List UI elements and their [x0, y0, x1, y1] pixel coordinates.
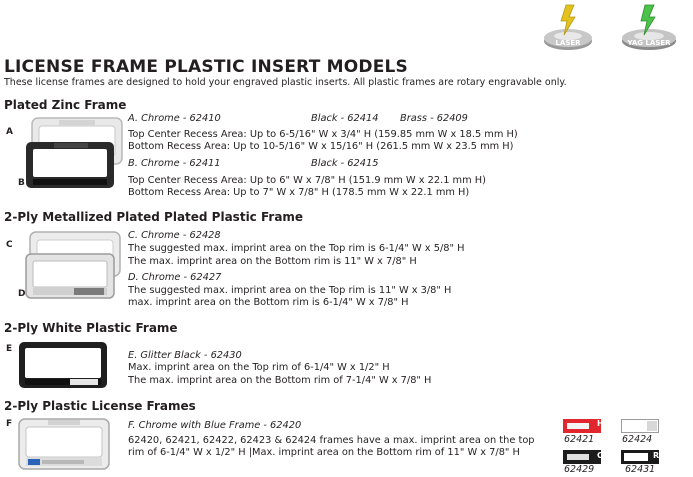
section-heading-plated-zinc: Plated Zinc Frame — [4, 98, 127, 112]
model-f-chrome-blue: F. Chrome with Blue Frame - 62420 — [128, 420, 302, 431]
swatch-62429-image — [563, 450, 601, 464]
intro-text: These license frames are designed to hold your engraved plastic inserts. All plastic frames are rotary engravable only. — [4, 77, 567, 88]
section-heading-plastic-license: 2-Ply Plastic License Frames — [4, 399, 196, 413]
model-e-glitter-black: E. Glitter Black - 62430 — [128, 350, 242, 361]
swatch-62431-tag: R — [653, 451, 660, 460]
swatch-62421-image — [563, 419, 601, 433]
model-b-spec-top: Top Center Recess Area: Up to 6" W x 7/8" H (151.9 mm W x 22.1 mm H) — [128, 175, 486, 186]
model-c-spec-top: The suggested max. imprint area on the Top rim is 6-1/4" W x 5/8" H — [128, 243, 465, 254]
model-c-spec-bottom: The max. imprint area on the Bottom rim is 11" W x 7/8" H — [128, 256, 417, 267]
swatch-62424-label: 62424 — [622, 434, 653, 445]
plastic-license-frame-image — [18, 418, 110, 470]
model-d-chrome: D. Chrome - 62427 — [128, 272, 222, 283]
frame-letter-b: B — [18, 178, 25, 188]
yag-laser-badge — [617, 3, 681, 53]
swatch-62429-label: 62429 — [564, 464, 595, 475]
section-heading-white-plastic: 2-Ply White Plastic Frame — [4, 321, 178, 335]
swatch-62429-tag: C — [597, 451, 603, 460]
model-e-spec-top: Max. imprint area on the Top rim of 6-1/4" W x 1/2" H — [128, 362, 390, 373]
swatch-62424-image — [621, 419, 659, 433]
swatch-62431-label: 62431 — [625, 464, 656, 475]
frame-letter-c: C — [6, 240, 13, 250]
plated-zinc-frame-image — [14, 116, 126, 192]
swatch-62421-label: 62421 — [564, 434, 595, 445]
model-d-spec-top: The suggested max. imprint area on the Top rim is 11" W x 3/8" H — [128, 285, 452, 296]
page-title: LICENSE FRAME PLASTIC INSERT MODELS — [4, 57, 408, 77]
swatch-62421-tag: H — [597, 419, 604, 428]
frame-letter-a: A — [6, 127, 13, 137]
model-c-chrome: C. Chrome - 62428 — [128, 230, 221, 241]
metallized-frame-image — [14, 230, 126, 302]
model-b-black: Black - 62415 — [311, 158, 379, 169]
frame-letter-e: E — [6, 344, 13, 354]
model-b-spec-bottom: Bottom Recess Area: Up to 7" W x 7/8" H (178.5 mm W x 22.1 mm H) — [128, 187, 470, 198]
yag-laser-badge-label: YAG LASER — [627, 39, 671, 47]
model-b-chrome: B. Chrome - 62411 — [128, 158, 221, 169]
model-e-spec-bottom: The max. imprint area on the Bottom rim of 7-1/4" W x 7/8" H — [128, 375, 432, 386]
white-plastic-frame-image — [18, 341, 108, 389]
laser-badge — [540, 3, 596, 53]
model-a-spec-top: Top Center Recess Area: Up to 6-5/16" W x 3/4" H (159.85 mm W x 18.5 mm H) — [128, 129, 518, 140]
model-d-spec-bottom: max. imprint area on the Bottom rim is 6-1/4" W x 7/8" H — [128, 297, 409, 308]
section-heading-metallized: 2-Ply Metallized Plated Plated Plastic Frame — [4, 210, 304, 224]
frame-letter-f: F — [6, 419, 13, 429]
laser-badge-label: LASER — [555, 39, 581, 47]
model-f-spec-line1: 62420, 62421, 62422, 62423 & 62424 frames have a max. imprint area on the top — [128, 435, 535, 446]
model-a-chrome: A. Chrome - 62410 — [128, 113, 221, 124]
model-a-black: Black - 62414 — [311, 113, 379, 124]
model-f-spec-line2: rim of 6-1/4" W x 1/2" H |Max. imprint area on the Bottom rim of 11" W x 7/8" H — [128, 447, 520, 458]
model-a-brass: Brass - 62409 — [400, 113, 468, 124]
frame-letter-d: D — [18, 289, 26, 299]
model-a-spec-bottom: Bottom Recess Area: Up to 10-5/16" W x 15/16" H (261.5 mm W x 23.5 mm H) — [128, 141, 514, 152]
